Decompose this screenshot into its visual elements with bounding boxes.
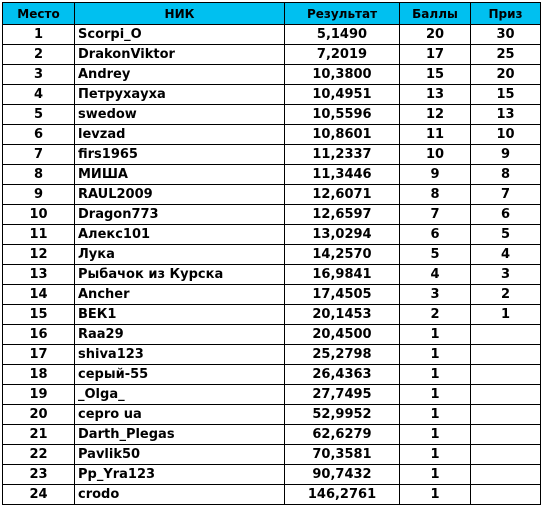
cell-nick: Петрухауха bbox=[75, 85, 285, 105]
cell-place: 24 bbox=[3, 485, 75, 505]
table-body bbox=[3, 25, 541, 505]
table-row[interactable] bbox=[3, 465, 541, 485]
cell-points: 17 bbox=[400, 45, 471, 65]
cell-result: 7,2019 bbox=[285, 45, 400, 65]
cell-prize: 7 bbox=[471, 185, 541, 205]
cell-points: 9 bbox=[400, 165, 471, 185]
cell-nick: Ancher bbox=[75, 285, 285, 305]
cell-prize: 30 bbox=[471, 25, 541, 45]
cell-points: 1 bbox=[400, 445, 471, 465]
cell-result: 27,7495 bbox=[285, 385, 400, 405]
cell-prize bbox=[471, 445, 541, 465]
cell-points: 10 bbox=[400, 145, 471, 165]
cell-points: 1 bbox=[400, 365, 471, 385]
header-nick[interactable]: НИК bbox=[75, 3, 285, 25]
cell-points: 1 bbox=[400, 385, 471, 405]
cell-prize: 5 bbox=[471, 225, 541, 245]
table-row[interactable] bbox=[3, 305, 541, 325]
cell-place: 3 bbox=[3, 65, 75, 85]
cell-nick: Рыбачок из Курска bbox=[75, 265, 285, 285]
cell-result: 146,2761 bbox=[285, 485, 400, 505]
cell-result: 62,6279 bbox=[285, 425, 400, 445]
cell-points: 6 bbox=[400, 225, 471, 245]
cell-result: 17,4505 bbox=[285, 285, 400, 305]
table-row[interactable] bbox=[3, 145, 541, 165]
cell-nick: Лука bbox=[75, 245, 285, 265]
table-row[interactable] bbox=[3, 45, 541, 65]
cell-points: 20 bbox=[400, 25, 471, 45]
cell-prize: 15 bbox=[471, 85, 541, 105]
cell-result: 11,2337 bbox=[285, 145, 400, 165]
cell-nick: Pp_Yra123 bbox=[75, 465, 285, 485]
cell-place: 1 bbox=[3, 25, 75, 45]
table-row[interactable] bbox=[3, 345, 541, 365]
header-row bbox=[3, 3, 541, 25]
table-row[interactable] bbox=[3, 25, 541, 45]
table-row[interactable] bbox=[3, 485, 541, 505]
cell-nick: Andrey bbox=[75, 65, 285, 85]
cell-place: 21 bbox=[3, 425, 75, 445]
table-row[interactable] bbox=[3, 125, 541, 145]
cell-place: 10 bbox=[3, 205, 75, 225]
table-row[interactable] bbox=[3, 365, 541, 385]
cell-prize bbox=[471, 465, 541, 485]
cell-points: 12 bbox=[400, 105, 471, 125]
cell-result: 90,7432 bbox=[285, 465, 400, 485]
cell-prize bbox=[471, 325, 541, 345]
cell-points: 15 bbox=[400, 65, 471, 85]
cell-prize: 6 bbox=[471, 205, 541, 225]
table-header bbox=[3, 3, 541, 25]
table-row[interactable] bbox=[3, 325, 541, 345]
cell-nick: cepro ua bbox=[75, 405, 285, 425]
cell-prize bbox=[471, 385, 541, 405]
table-row[interactable] bbox=[3, 285, 541, 305]
cell-points: 4 bbox=[400, 265, 471, 285]
cell-prize: 9 bbox=[471, 145, 541, 165]
cell-nick: DrakonViktor bbox=[75, 45, 285, 65]
cell-nick: серый-55 bbox=[75, 365, 285, 385]
table-row[interactable] bbox=[3, 425, 541, 445]
results-table bbox=[2, 2, 541, 505]
cell-nick: levzad bbox=[75, 125, 285, 145]
cell-points: 8 bbox=[400, 185, 471, 205]
cell-place: 6 bbox=[3, 125, 75, 145]
cell-nick: RAUL2009 bbox=[75, 185, 285, 205]
cell-points: 1 bbox=[400, 345, 471, 365]
cell-prize bbox=[471, 345, 541, 365]
cell-prize: 10 bbox=[471, 125, 541, 145]
table-row[interactable] bbox=[3, 105, 541, 125]
table-row[interactable] bbox=[3, 405, 541, 425]
cell-points: 1 bbox=[400, 485, 471, 505]
cell-result: 10,5596 bbox=[285, 105, 400, 125]
cell-prize: 1 bbox=[471, 305, 541, 325]
cell-prize: 25 bbox=[471, 45, 541, 65]
cell-prize bbox=[471, 365, 541, 385]
header-place[interactable]: Место bbox=[3, 3, 75, 25]
cell-prize bbox=[471, 425, 541, 445]
cell-result: 10,8601 bbox=[285, 125, 400, 145]
cell-result: 70,3581 bbox=[285, 445, 400, 465]
cell-place: 22 bbox=[3, 445, 75, 465]
cell-points: 13 bbox=[400, 85, 471, 105]
cell-points: 1 bbox=[400, 425, 471, 445]
cell-result: 25,2798 bbox=[285, 345, 400, 365]
cell-prize: 8 bbox=[471, 165, 541, 185]
cell-nick: Darth_Plegas bbox=[75, 425, 285, 445]
cell-place: 5 bbox=[3, 105, 75, 125]
cell-nick: Dragon773 bbox=[75, 205, 285, 225]
cell-result: 11,3446 bbox=[285, 165, 400, 185]
cell-points: 3 bbox=[400, 285, 471, 305]
cell-points: 7 bbox=[400, 205, 471, 225]
cell-nick: crodo bbox=[75, 485, 285, 505]
table-row[interactable] bbox=[3, 385, 541, 405]
cell-nick: ВЕК1 bbox=[75, 305, 285, 325]
cell-result: 16,9841 bbox=[285, 265, 400, 285]
cell-place: 4 bbox=[3, 85, 75, 105]
cell-place: 15 bbox=[3, 305, 75, 325]
cell-place: 18 bbox=[3, 365, 75, 385]
cell-result: 12,6071 bbox=[285, 185, 400, 205]
cell-prize bbox=[471, 405, 541, 425]
cell-prize: 20 bbox=[471, 65, 541, 85]
table-row[interactable] bbox=[3, 85, 541, 105]
cell-result: 26,4363 bbox=[285, 365, 400, 385]
cell-place: 20 bbox=[3, 405, 75, 425]
cell-place: 8 bbox=[3, 165, 75, 185]
table-row[interactable] bbox=[3, 445, 541, 465]
table-row[interactable] bbox=[3, 165, 541, 185]
header-points[interactable]: Баллы bbox=[400, 3, 471, 25]
table-row[interactable] bbox=[3, 205, 541, 225]
cell-place: 2 bbox=[3, 45, 75, 65]
cell-points: 2 bbox=[400, 305, 471, 325]
cell-place: 23 bbox=[3, 465, 75, 485]
cell-result: 14,2570 bbox=[285, 245, 400, 265]
cell-prize bbox=[471, 485, 541, 505]
table-row[interactable] bbox=[3, 185, 541, 205]
table-row[interactable] bbox=[3, 265, 541, 285]
cell-place: 19 bbox=[3, 385, 75, 405]
cell-points: 1 bbox=[400, 325, 471, 345]
cell-prize: 3 bbox=[471, 265, 541, 285]
cell-place: 16 bbox=[3, 325, 75, 345]
cell-nick: Raa29 bbox=[75, 325, 285, 345]
cell-nick: firs1965 bbox=[75, 145, 285, 165]
cell-place: 11 bbox=[3, 225, 75, 245]
cell-points: 1 bbox=[400, 405, 471, 425]
cell-result: 20,4500 bbox=[285, 325, 400, 345]
table-row[interactable] bbox=[3, 245, 541, 265]
cell-nick: Алекс101 bbox=[75, 225, 285, 245]
cell-nick: swedow bbox=[75, 105, 285, 125]
cell-nick: _Olga_ bbox=[75, 385, 285, 405]
cell-result: 10,3800 bbox=[285, 65, 400, 85]
table-row[interactable] bbox=[3, 65, 541, 85]
cell-result: 52,9952 bbox=[285, 405, 400, 425]
cell-points: 1 bbox=[400, 465, 471, 485]
cell-result: 10,4951 bbox=[285, 85, 400, 105]
cell-points: 5 bbox=[400, 245, 471, 265]
cell-place: 14 bbox=[3, 285, 75, 305]
cell-prize: 2 bbox=[471, 285, 541, 305]
header-prize[interactable]: Приз bbox=[471, 3, 541, 25]
cell-result: 13,0294 bbox=[285, 225, 400, 245]
cell-result: 5,1490 bbox=[285, 25, 400, 45]
header-result[interactable]: Результат bbox=[285, 3, 400, 25]
cell-prize: 13 bbox=[471, 105, 541, 125]
cell-place: 7 bbox=[3, 145, 75, 165]
table-row[interactable] bbox=[3, 225, 541, 245]
cell-result: 20,1453 bbox=[285, 305, 400, 325]
cell-place: 12 bbox=[3, 245, 75, 265]
cell-nick: Scorpi_O bbox=[75, 25, 285, 45]
cell-points: 11 bbox=[400, 125, 471, 145]
cell-nick: shiva123 bbox=[75, 345, 285, 365]
cell-prize: 4 bbox=[471, 245, 541, 265]
cell-place: 17 bbox=[3, 345, 75, 365]
cell-place: 9 bbox=[3, 185, 75, 205]
cell-result: 12,6597 bbox=[285, 205, 400, 225]
cell-place: 13 bbox=[3, 265, 75, 285]
cell-nick: МИША bbox=[75, 165, 285, 185]
cell-nick: Pavlik50 bbox=[75, 445, 285, 465]
